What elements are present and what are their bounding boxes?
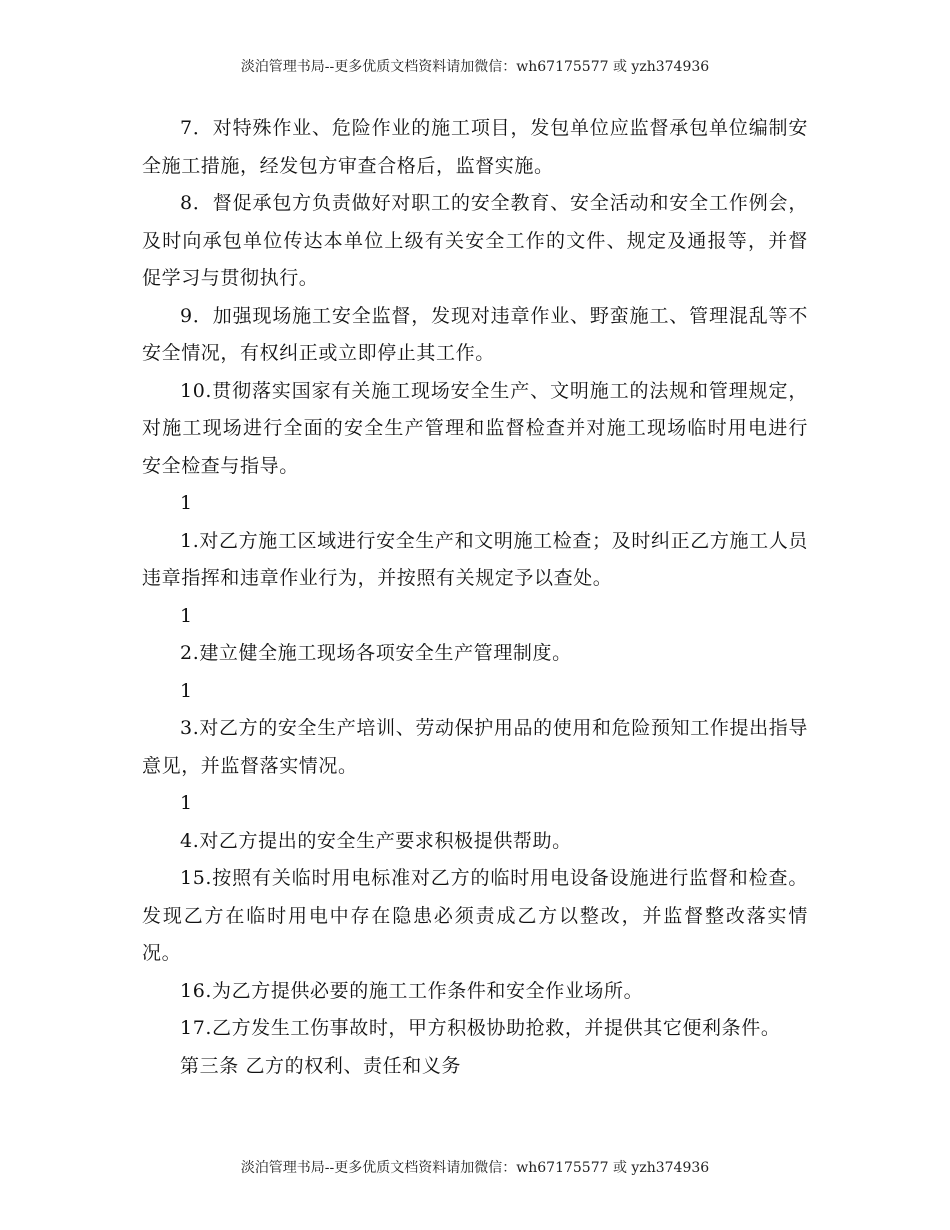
page-header: 淡泊管理书局--更多优质文档资料请加微信：wh67175577 或 yzh374936	[240, 59, 710, 75]
paragraph-15: 15.按照有关临时用电标准对乙方的临时用电设备设施进行监督和检查。发现乙方在临时用电中存在隐患必须责成乙方以整改，并监督整改落实情况。	[142, 867, 808, 964]
paragraph-16: 16.为乙方提供必要的施工工作条件和安全作业场所。	[180, 979, 644, 1002]
document-body	[142, 110, 808, 1085]
paragraph-12: 2.建立健全施工现场各项安全生产管理制度。	[180, 642, 572, 664]
paragraph-14: 4.对乙方提出的安全生产要求积极提供帮助。	[180, 829, 572, 852]
paragraph-10: 10.贯彻落实国家有关施工现场安全生产、文明施工的法规和管理规定，对施工现场进行全面的安全生产管理和监督检查并对施工现场临时用电进行安全检查与指导。	[142, 379, 808, 477]
numbering-fragment: 1	[180, 492, 193, 514]
numbering-fragment: 1	[180, 792, 193, 814]
paragraph-17: 17.乙方发生工伤事故时，甲方积极协助抢救，并提供其它便利条件。	[180, 1017, 781, 1039]
numbering-fragment: 1	[180, 679, 193, 702]
page-footer: 淡泊管理书局--更多优质文档资料请加微信：wh67175577 或 yzh374936	[240, 1160, 710, 1176]
numbering-fragment: 1	[180, 604, 193, 627]
paragraph-11: 1.对乙方施工区域进行安全生产和文明施工检查；及时纠正乙方施工人员违章指挥和违章作业行为，并按照有关规定予以查处。	[142, 529, 808, 589]
section-heading: 第三条 乙方的权利、责任和义务	[180, 1054, 462, 1077]
paragraph-8: 8．督促承包方负责做好对职工的安全教育、安全活动和安全工作例会，及时向承包单位传达本单位上级有关安全工作的文件、规定及通报等，并督促学习与贯彻执行。	[142, 192, 808, 289]
paragraph-7: 7．对特殊作业、危险作业的施工项目，发包单位应监督承包单位编制安全施工措施，经发包方审查合格后，监督实施。	[142, 117, 808, 177]
paragraph-9: 9．加强现场施工安全监督，发现对违章作业、野蛮施工、管理混乱等不安全情况，有权纠正或立即停止其工作。	[142, 304, 808, 364]
paragraph-13: 3.对乙方的安全生产培训、劳动保护用品的使用和危险预知工作提出指导意见，并监督落实情况。	[142, 717, 808, 777]
